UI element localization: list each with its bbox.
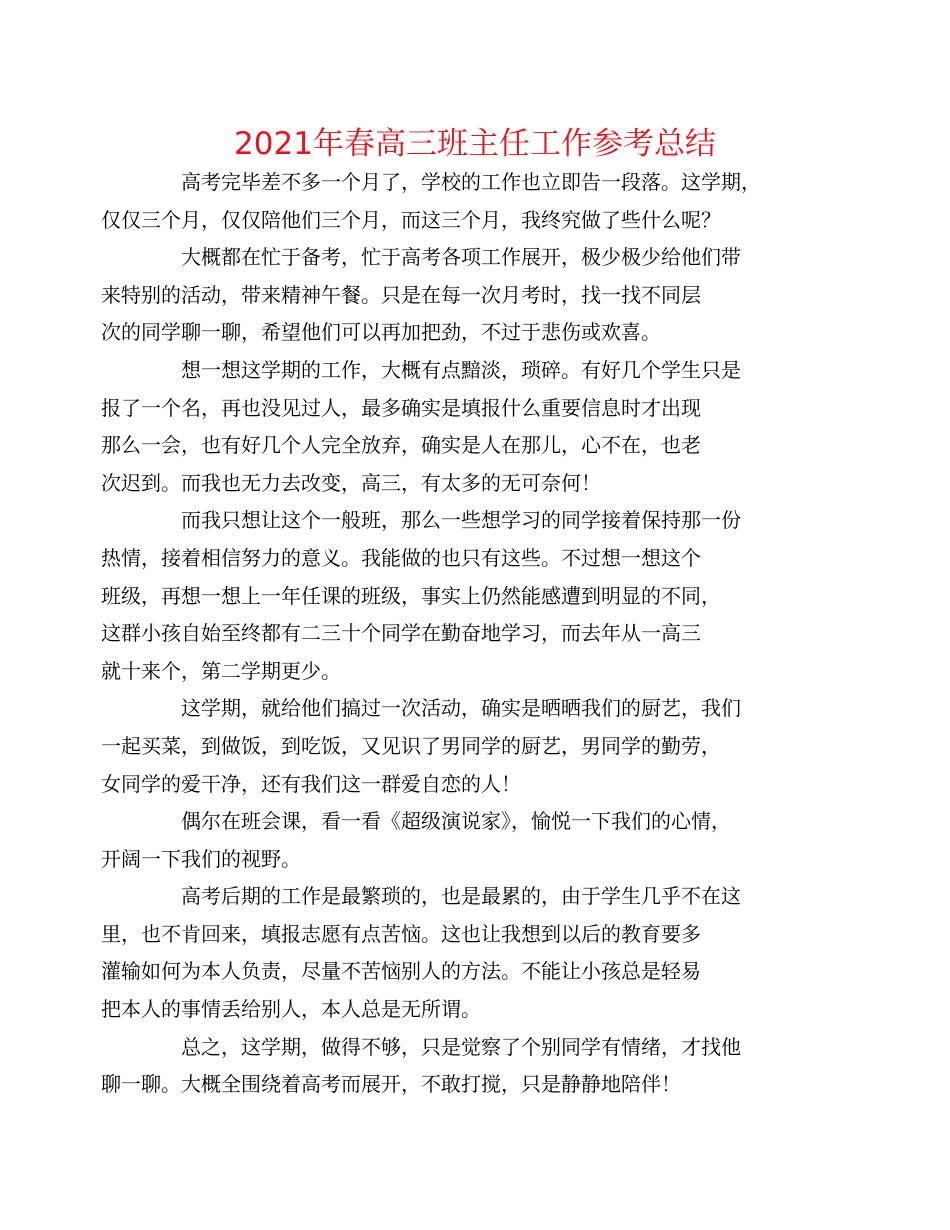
paragraph-line: 来特别的活动，带来精神午餐。只是在每一次月考时，找一找不同层 xyxy=(101,282,701,307)
paragraph-line: 里，也不肯回来，填报志愿有点苦恼。这也让我想到以后的教育要多 xyxy=(101,921,701,946)
paragraph-line: 那么一会，也有好几个人完全放弃，确实是人在那儿，心不在，也老 xyxy=(101,433,701,458)
paragraph-line: 这群小孩自始至终都有二三十个同学在勤奋地学习，而去年从一高三 xyxy=(101,621,701,646)
paragraph-line: 次迟到。而我也无力去改变，高三，有太多的无可奈何！ xyxy=(101,470,601,495)
paragraph-line: 把本人的事情丢给别人，本人总是无所谓。 xyxy=(101,997,481,1022)
paragraph-line: 热情，接着相信努力的意义。我能做的也只有这些。不过想一想这个 xyxy=(101,545,701,570)
paragraph-line: 班级，再想一想上一年任课的班级，事实上仍然能感遭到明显的不同， xyxy=(101,583,721,608)
document-body xyxy=(101,164,811,1104)
paragraph-line: 一起买菜，到做饭，到吃饭，又见识了男同学的厨艺，男同学的勤劳， xyxy=(101,733,721,758)
paragraph xyxy=(101,239,811,352)
paragraph xyxy=(101,878,811,1028)
paragraph-line: 聊一聊。大概全围绕着高考而展开，不敢打搅，只是静静地陪伴！ xyxy=(101,1072,681,1097)
paragraph xyxy=(101,352,811,502)
paragraph xyxy=(101,690,811,803)
paragraph xyxy=(101,803,811,878)
paragraph-line: 大概都在忙于备考，忙于高考各项工作展开，极少极少给他们带 xyxy=(181,245,741,270)
paragraph xyxy=(101,164,811,239)
document-title: 2021年春高三班主任工作参考总结 xyxy=(234,126,716,162)
paragraph-line: 报了一个名，再也没见过人，最多确实是填报什么重要信息时才出现 xyxy=(101,395,701,420)
paragraph-line: 高考后期的工作是最繁琐的，也是最累的，由于学生几乎不在这 xyxy=(181,884,741,909)
paragraph-line: 灌输如何为本人负责，尽量不苦恼别人的方法。不能让小孩总是轻易 xyxy=(101,959,701,984)
paragraph-line: 偶尔在班会课，看一看《超级演说家》，愉悦一下我们的心情， xyxy=(181,809,731,834)
paragraph xyxy=(101,1029,811,1104)
paragraph-line: 开阔一下我们的视野。 xyxy=(101,846,301,871)
paragraph-line: 女同学的爱干净，还有我们这一群爱自恋的人！ xyxy=(101,771,521,796)
paragraph-line: 总之，这学期，做得不够，只是觉察了个别同学有情绪，才找他 xyxy=(181,1034,741,1059)
paragraph-line: 就十来个，第二学期更少。 xyxy=(101,658,341,683)
paragraph xyxy=(101,502,811,690)
paragraph-line: 高考完毕差不多一个月了，学校的工作也立即告一段落。这学期， xyxy=(181,170,761,194)
paragraph-line: 仅仅三个月，仅仅陪他们三个月，而这三个月，我终究做了些什么呢？ xyxy=(101,207,721,232)
paragraph-line: 而我只想让这个一般班，那么一些想学习的同学接着保持那一份 xyxy=(181,508,741,533)
paragraph-line: 想一想这学期的工作，大概有点黯淡，琐碎。有好几个学生只是 xyxy=(181,357,741,382)
paragraph-line: 这学期，就给他们搞过一次活动，确实是晒晒我们的厨艺，我们 xyxy=(181,696,741,721)
paragraph-line: 次的同学聊一聊，希望他们可以再加把劲，不过于悲伤或欢喜。 xyxy=(101,320,661,345)
